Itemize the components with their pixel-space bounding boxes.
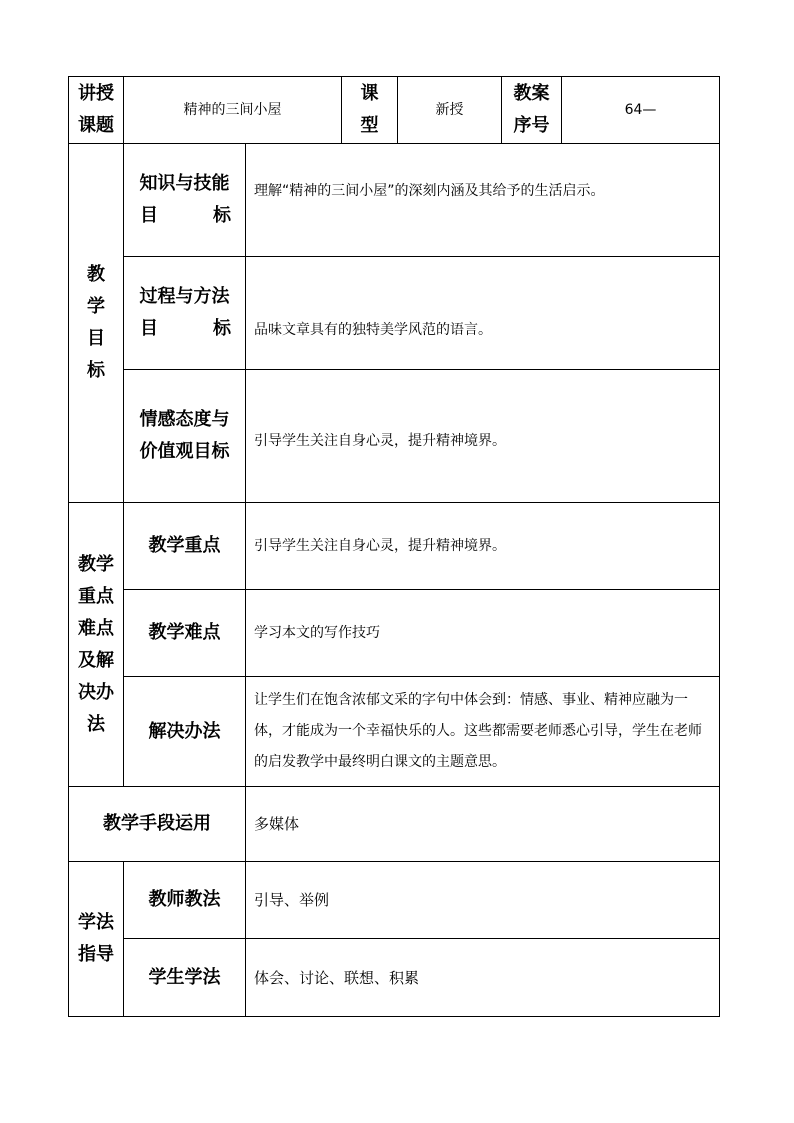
difficulty-row xyxy=(69,590,720,677)
means-row xyxy=(69,787,720,862)
student-method-label: 学生学法 xyxy=(148,966,221,988)
plan-value-cell xyxy=(562,77,720,144)
objectives-group-label: 教学目标 xyxy=(87,264,105,381)
emotion-label-line1: 情感态度与 xyxy=(139,409,230,430)
knowledge-label-line2-right: 标 xyxy=(213,205,231,226)
type-value: 新授 xyxy=(435,102,464,118)
focus-label-cell xyxy=(124,503,246,590)
process-label-cell xyxy=(124,257,246,370)
process-label-line2 xyxy=(124,313,245,345)
student-method-label-cell xyxy=(124,939,246,1017)
methods-group-label: 学法指导 xyxy=(78,912,114,965)
header-row xyxy=(69,77,720,144)
process-label-line2-left: 目 xyxy=(140,318,158,339)
solution-value-cell xyxy=(246,677,720,787)
teacher-method-value: 引导、举例 xyxy=(254,891,330,909)
type-value-cell xyxy=(398,77,502,144)
emotion-label-line2: 价值观目标 xyxy=(139,441,230,462)
teacher-method-label: 教师教法 xyxy=(148,889,221,910)
type-label: 课型 xyxy=(360,83,379,136)
means-value: 多媒体 xyxy=(254,815,300,833)
teacher-method-value-cell xyxy=(246,862,720,939)
plan-label-cell xyxy=(502,77,562,144)
teacher-method-label-cell xyxy=(124,862,246,939)
keypoints-group-label: 教学重点难点及解决办法 xyxy=(78,553,114,735)
plan-label: 教案序号 xyxy=(513,83,550,136)
type-label-cell xyxy=(342,77,398,144)
process-value-cell xyxy=(246,257,720,370)
solution-label: 解决办法 xyxy=(148,720,221,742)
knowledge-label-cell xyxy=(124,144,246,257)
difficulty-label: 教学难点 xyxy=(148,622,221,643)
objective-process-row xyxy=(69,257,720,370)
student-method-value-cell xyxy=(246,939,720,1017)
means-label-cell xyxy=(69,787,246,862)
means-value-cell xyxy=(246,787,720,862)
focus-label: 教学重点 xyxy=(148,535,221,556)
process-value: 品味文章具有的独特美学风范的语言。 xyxy=(254,322,492,338)
difficulty-label-cell xyxy=(124,590,246,677)
knowledge-value-cell xyxy=(246,144,720,257)
knowledge-label-line2-left: 目 xyxy=(140,205,158,226)
knowledge-label-line1: 知识与技能 xyxy=(139,173,230,194)
focus-row xyxy=(69,503,720,590)
topic-value-cell xyxy=(124,77,342,144)
objective-emotion-row xyxy=(69,370,720,503)
emotion-value-cell xyxy=(246,370,720,503)
topic-label-cell xyxy=(69,77,124,144)
objective-knowledge-row xyxy=(69,144,720,257)
topic-value: 精神的三间小屋 xyxy=(183,102,282,118)
emotion-value: 引导学生关注自身心灵，提升精神境界。 xyxy=(254,433,506,449)
emotion-label-cell xyxy=(124,370,246,503)
methods-group-cell xyxy=(69,862,124,1017)
focus-value: 引导学生关注自身心灵，提升精神境界。 xyxy=(254,538,506,554)
difficulty-value-cell xyxy=(246,590,720,677)
process-label-line2-right: 标 xyxy=(213,318,231,339)
student-method-row xyxy=(69,939,720,1017)
process-label-line1: 过程与方法 xyxy=(139,286,230,307)
topic-label: 讲授课题 xyxy=(78,83,114,136)
focus-value-cell xyxy=(246,503,720,590)
solution-label-cell xyxy=(124,677,246,787)
lesson-plan-table xyxy=(68,76,720,1017)
solution-value: 让学生们在饱含浓郁文采的字句中体会到：情感、事业、精神应融为一体，才能成为一个幸福快乐的人。这些都需要老师悉心引导，学生在老师的启发教学中最终明白课文的主题意思。 xyxy=(254,692,702,770)
knowledge-value: 理解“精神的三间小屋”的深刻内涵及其给予的生活启示。 xyxy=(254,183,605,199)
means-label: 教学手段运用 xyxy=(103,813,211,834)
objectives-group-cell xyxy=(69,144,124,503)
difficulty-value: 学习本文的写作技巧 xyxy=(254,625,380,641)
student-method-value: 体会、讨论、联想、积累 xyxy=(254,968,420,987)
plan-value: 64— xyxy=(624,102,657,118)
knowledge-label-line2 xyxy=(124,200,245,232)
solution-row xyxy=(69,677,720,787)
keypoints-group-cell xyxy=(69,503,124,787)
teacher-method-row xyxy=(69,862,720,939)
